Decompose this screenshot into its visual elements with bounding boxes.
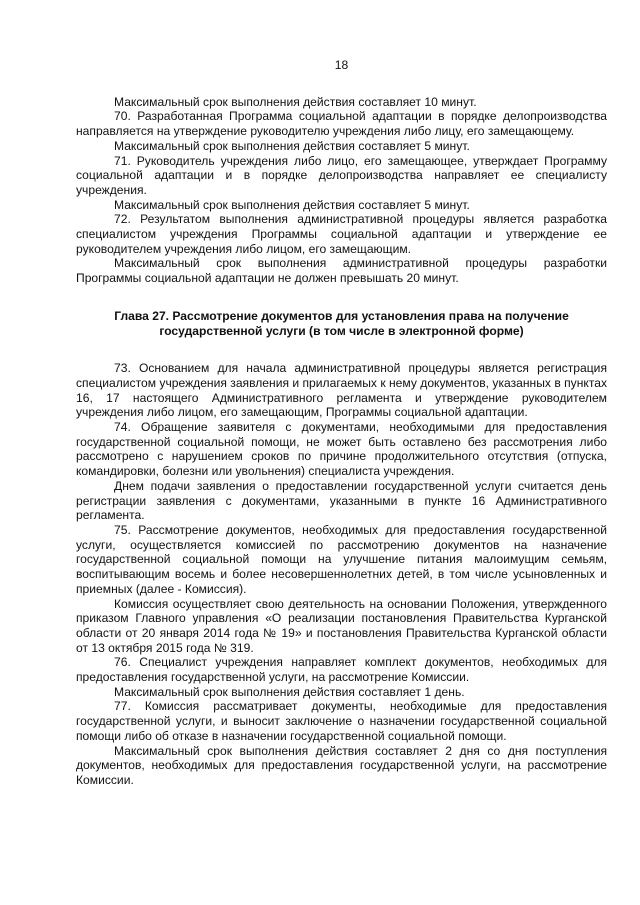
paragraph: Максимальный срок выполнения действия составляет 5 минут. [114, 138, 470, 153]
paragraph: 71. Руководитель учреждения либо лицо, его замещающее, утверждает Программу социальной адаптации и в порядке делопроизводства направляет ее специалисту учреждения. [76, 153, 607, 197]
paragraph: 77. Комиссия рассматривает документы, необходимые для предоставления государственной услуги, и выносит заключение о назначении государственной социальной помощи либо об отказе в назначении государственной социальной помощи. [76, 699, 607, 743]
paragraph: Комиссия осуществляет свою деятельность на основании Положения, утвержденного приказом Главного управления «О реализации постановления Правительства Курганской области от 20 января 2014 года № 19» и постановления Правительства Курганской области от 13 октября 2015 года № 319. [76, 596, 607, 655]
paragraph: 74. Обращение заявителя с документами, необходимыми для предоставления государственной социальной помощи, не может быть оставлено без рассмотрения либо рассмотрено с нарушением сроков по причине продолжительного отсутствия (отпуска, командировки, болезни или увольнения) специалиста учреждения. [76, 420, 607, 479]
paragraph: 72. Результатом выполнения административной процедуры является разработка специалистом учреждения Программы социальной адаптации и утверждение ее руководителем учреждения либо лицом, его замещающим. [76, 212, 607, 256]
document-page [76, 58, 607, 788]
paragraph: Днем подачи заявления о предоставлении государственной услуги считается день регистрации заявления с документами, указанными в пункте 16 Административного регламента. [76, 478, 607, 523]
page-number: 18 [334, 58, 349, 72]
paragraph: 70. Разработанная Программа социальной адаптации в порядке делопроизводства направляется на утверждение руководителю учреждения либо лицу, его замещающему. [76, 109, 607, 139]
paragraph: Максимальный срок выполнения действия составляет 2 дня со дня поступления документов, необходимых для предоставления государственной услуги, на рассмотрение Комиссии. [76, 743, 607, 787]
paragraph: Максимальный срок выполнения действия составляет 1 день. [114, 684, 465, 699]
paragraph: Максимальный срок выполнения административной процедуры разработки Программы социальной адаптации не должен превышать 20 минут. [76, 256, 607, 286]
paragraph: 76. Специалист учреждения направляет комплект документов, необходимых для предоставления государственной услуги, на рассмотрение Комиссии. [76, 655, 607, 685]
paragraph: Максимальный срок выполнения действия составляет 10 минут. [114, 94, 477, 109]
chapter-heading: Глава 27. Рассмотрение документов для установления права на получение государственной услуги (в том числе в электронной форме) [114, 308, 569, 338]
paragraph: 75. Рассмотрение документов, необходимых для предоставления государственной услуги, осуществляется комиссией по рассмотрению документов на назначение государственной социальной помощи на улучшение питания малоимущим семьям, воспитывающим восемь и более несовершеннолетних детей, в том числе усыновленных и приемных (далее - Комиссия). [76, 522, 607, 596]
paragraph: 73. Основанием для начала административной процедуры является регистрация специалистом учреждения заявления и прилагаемых к нему документов, указанных в пунктах 16, 17 настоящего Административного регламента и утверждение руководителем учреждения либо лицом, его замещающим, Программы социальной адаптации. [76, 361, 607, 420]
paragraph: Максимальный срок выполнения действия составляет 5 минут. [114, 197, 470, 212]
